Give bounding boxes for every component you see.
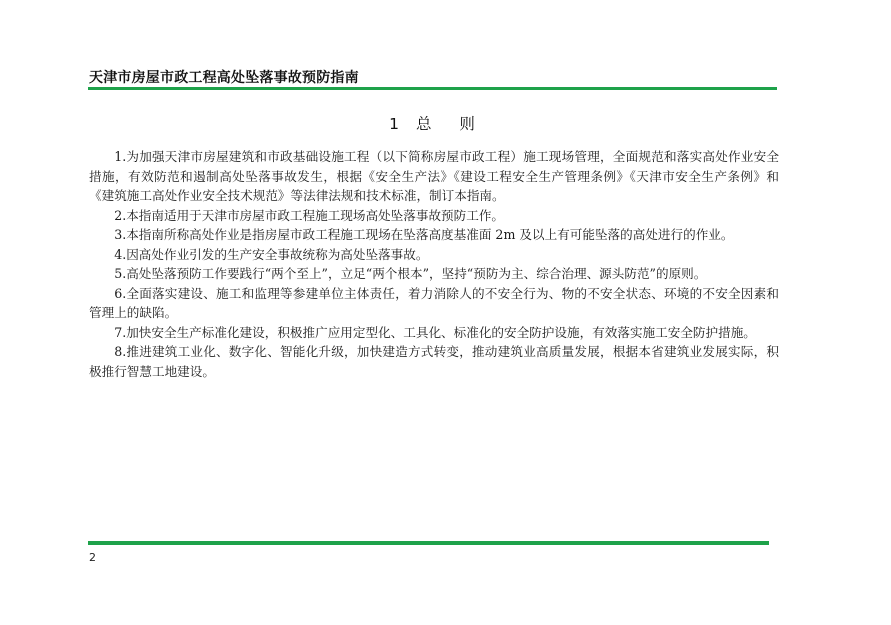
footer-divider <box>88 541 769 545</box>
paragraph-8: 8.推进建筑工业化、数字化、智能化升级，加快建造方式转变，推动建筑业高质量发展，根据本省建筑业发展实际，积极推行智慧工地建设。 <box>89 344 779 379</box>
paragraph-2: 2.本指南适用于天津市房屋市政工程施工现场高处坠落事故预防工作。 <box>114 207 505 223</box>
header-divider <box>88 87 777 90</box>
paragraph-4: 4.因高处作业引发的生产安全事故统称为高处坠落事故。 <box>114 246 429 262</box>
paragraph-6: 6.全面落实建设、施工和监理等参建单位主体责任，着力消除人的不安全行为、物的不安全状态、环境的不安全因素和管理上的缺陷。 <box>89 285 779 320</box>
section-heading: 1 总 则 <box>389 115 481 133</box>
paragraph-1: 1.为加强天津市房屋建筑和市政基础设施工程（以下简称房屋市政工程）施工现场管理，全面规范和落实高处作业安全措施，有效防范和遏制高处坠落事故发生，根据《安全生产法》《建设工程安全生产管理条例》《天津市安全生产条例》和《建筑施工高处作业安全技术规范》等法律法规和技术标准，制订本指南。 <box>89 149 779 203</box>
paragraph-3: 3.本指南所称高处作业是指房屋市政工程施工现场在坠落高度基准面 2m 及以上有可能坠落的高处进行的作业。 <box>114 227 734 242</box>
page-number: 2 <box>89 551 96 564</box>
paragraph-7: 7.加快安全生产标准化建设，积极推广应用定型化、工具化、标准化的安全防护设施，有效落实施工安全防护措施。 <box>114 324 756 340</box>
running-header-title: 天津市房屋市政工程高处坠落事故预防指南 <box>89 70 359 86</box>
paragraph-5: 5.高处坠落预防工作要践行“两个至上”，立足“两个根本”，坚持“预防为主、综合治理、源头防范”的原则。 <box>114 266 707 281</box>
body-text <box>89 147 779 381</box>
